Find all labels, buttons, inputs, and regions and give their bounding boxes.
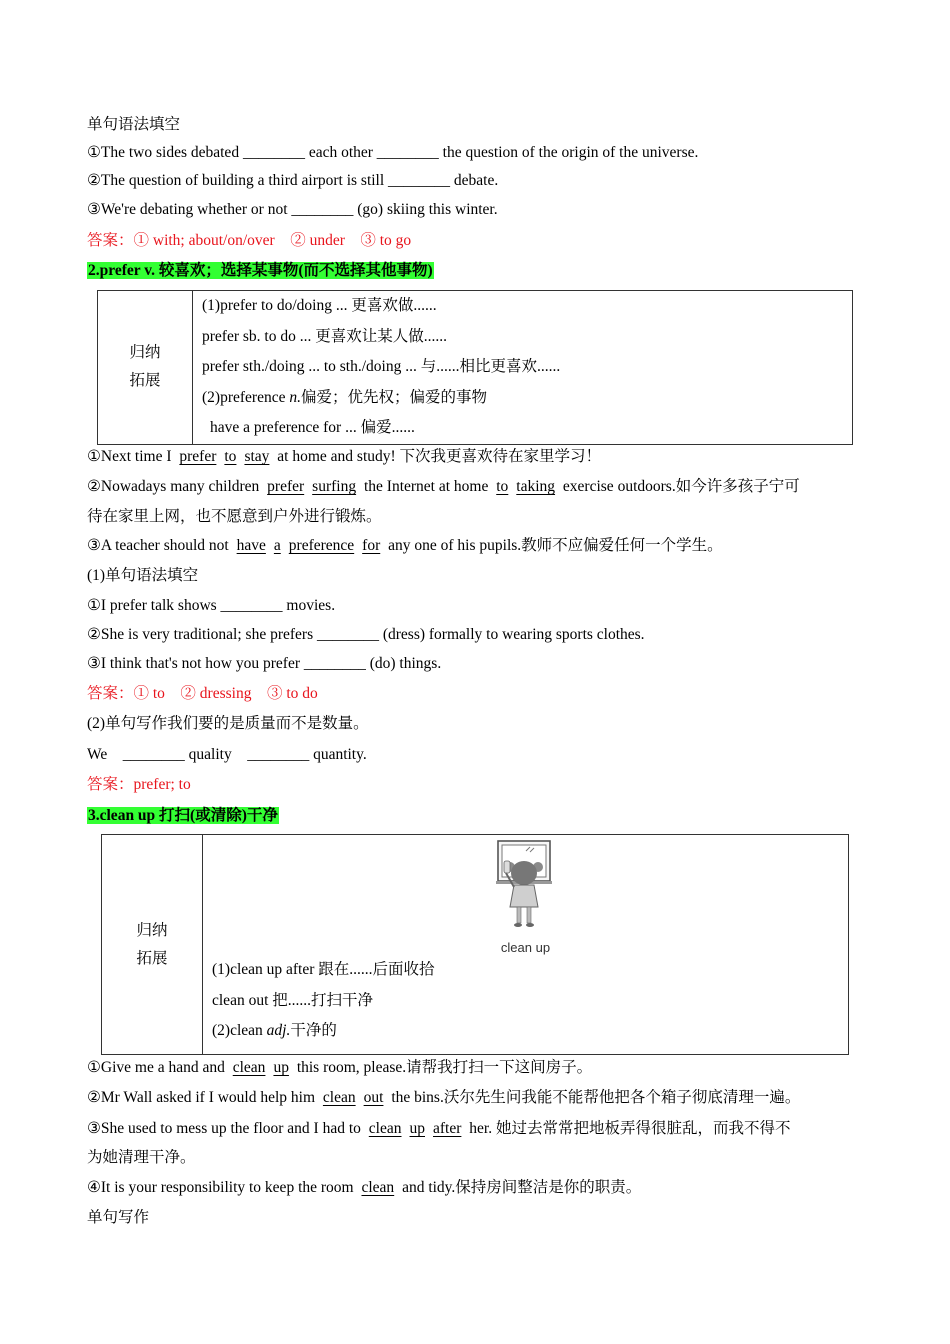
underlined-word: prefer — [267, 478, 305, 495]
underlined-word: clean — [361, 1179, 395, 1196]
example-text: the Internet at home — [360, 478, 493, 495]
table-row: have a preference for ... 偏爱...... — [210, 419, 415, 437]
underlined-word: have — [236, 537, 266, 554]
question-1: ①The two sides debated ________ each other ________ the question of the origin of the universe. — [87, 144, 699, 161]
underlined-word: preference — [288, 537, 355, 554]
example-text: ①Give me a hand and — [87, 1059, 229, 1076]
underlined-word: to — [224, 448, 237, 465]
answer-line: 答案：① with; about/on/over ② under ③ to go — [87, 232, 412, 249]
table-content-cell — [203, 835, 849, 1055]
example-text: ①Next time I — [87, 448, 176, 465]
fill-question-2: ②She is very traditional; she prefers ________ (dress) formally to wearing sports clothes. — [87, 626, 645, 643]
preference-word: (2)preference — [202, 388, 286, 406]
example-text: ③She used to mess up the floor and I had to — [87, 1120, 365, 1137]
underlined-word: prefer — [179, 448, 217, 465]
clean-meaning: 干净的 — [290, 1022, 337, 1040]
clean-up-heading — [87, 806, 279, 826]
table-row: clean out 把......打扫干净 — [212, 991, 374, 1009]
preference-meaning: 偏爱；优先权；偏爱的事物 — [300, 388, 487, 406]
underlined-word: after — [433, 1120, 462, 1137]
table-label-cell — [102, 835, 203, 1055]
clean-example-1 — [87, 1058, 592, 1078]
example-text: this room, please.请帮我打扫一下这间房子。 — [292, 1059, 593, 1076]
underlined-word: to — [496, 478, 509, 495]
highlighted-heading: 2.prefer v. 较喜欢；选择某事物(而不选择其他事物) — [88, 262, 433, 279]
clean-example-3-continued: 为她清理干净。 — [87, 1149, 196, 1166]
table-label-cell — [98, 291, 193, 445]
prefer-heading — [87, 261, 434, 281]
section-heading: 单句语法填空 — [87, 116, 181, 133]
clean-example-3 — [87, 1119, 790, 1139]
clean-example-2 — [87, 1088, 800, 1108]
table-row — [203, 1016, 848, 1047]
underlined-word: taking — [516, 478, 556, 495]
example-3 — [87, 536, 723, 556]
example-text: ②Nowadays many children — [87, 478, 264, 495]
table-row: prefer sth./doing ... to sth./doing ... 与......相比更喜欢...... — [202, 358, 561, 376]
prefer-summary-table — [97, 290, 853, 445]
example-text: her. 她过去常常把地板弄得很脏乱，而我不得不 — [465, 1120, 791, 1137]
example-text: exercise outdoors.如今许多孩子宁可 — [559, 478, 800, 495]
underlined-word: clean — [368, 1120, 402, 1137]
question-2: ②The question of building a third airport is still ________ debate. — [87, 172, 499, 189]
write-line: We ________ quality ________ quantity. — [87, 746, 367, 763]
write-answer: 答案：prefer; to — [87, 776, 191, 793]
example-text: any one of his pupils.教师不应偏爱任何一个学生。 — [384, 537, 723, 554]
girl-cleaning-window-image — [486, 837, 566, 935]
fill-answer: 答案：① to ② dressing ③ to do — [87, 685, 318, 702]
example-2 — [87, 477, 800, 497]
example-2-continued: 待在家里上网，也不愿意到户外进行锻炼。 — [87, 508, 382, 525]
part-of-speech: adj. — [266, 1022, 291, 1040]
table-label-line2: 拓展 — [136, 949, 168, 967]
write-heading: (2)单句写作我们要的是质量而不是数量。 — [87, 715, 369, 732]
example-text: and tidy.保持房间整洁是你的职责。 — [398, 1179, 642, 1196]
underlined-word: clean — [322, 1089, 356, 1106]
underlined-word: surfing — [312, 478, 357, 495]
table-label-line2: 拓展 — [129, 372, 161, 390]
underlined-word: out — [363, 1089, 384, 1106]
highlighted-heading: 3.clean up 打扫(或清除)干净 — [88, 807, 278, 824]
table-row: (1)clean up after 跟在......后面收拾 — [212, 961, 435, 979]
clean-up-illustration — [203, 835, 848, 955]
table-row — [193, 383, 852, 414]
table-label-line1: 归纳 — [129, 344, 161, 362]
underlined-word: up — [273, 1059, 289, 1076]
table-label-line1: 归纳 — [136, 921, 168, 939]
table-row: prefer sb. to do ... 更喜欢让某人做...... — [202, 327, 447, 345]
underlined-word: a — [273, 537, 281, 554]
underlined-word: stay — [244, 448, 270, 465]
question-3: ③We're debating whether or not ________ (go) skiing this winter. — [87, 201, 498, 218]
image-caption: clean up — [500, 940, 551, 955]
fill-question-3: ③I think that's not how you prefer ________ (do) things. — [87, 655, 442, 672]
underlined-word: clean — [232, 1059, 266, 1076]
example-text: ②Mr Wall asked if I would help him — [87, 1089, 319, 1106]
part-of-speech: n. — [289, 388, 301, 406]
example-text: the bins.沃尔先生问我能不能帮他把各个箱子彻底清理一遍。 — [387, 1089, 801, 1106]
example-text: ④It is your responsibility to keep the room — [87, 1179, 358, 1196]
underlined-word: for — [362, 537, 381, 554]
example-text: at home and study! 下次我更喜欢待在家里学习！ — [273, 448, 602, 465]
table-content-cell — [193, 291, 853, 445]
example-1 — [87, 447, 601, 467]
table-row: (1)prefer to do/doing ... 更喜欢做...... — [202, 297, 437, 315]
clean-example-4 — [87, 1178, 641, 1198]
fill-heading: (1)单句语法填空 — [87, 567, 199, 584]
example-text: ③A teacher should not — [87, 537, 233, 554]
clean-up-summary-table — [101, 834, 849, 1055]
fill-question-1: ①I prefer talk shows ________ movies. — [87, 597, 336, 614]
clean-word: (2)clean — [212, 1022, 263, 1040]
writing-heading: 单句写作 — [87, 1209, 150, 1226]
underlined-word: up — [409, 1120, 425, 1137]
